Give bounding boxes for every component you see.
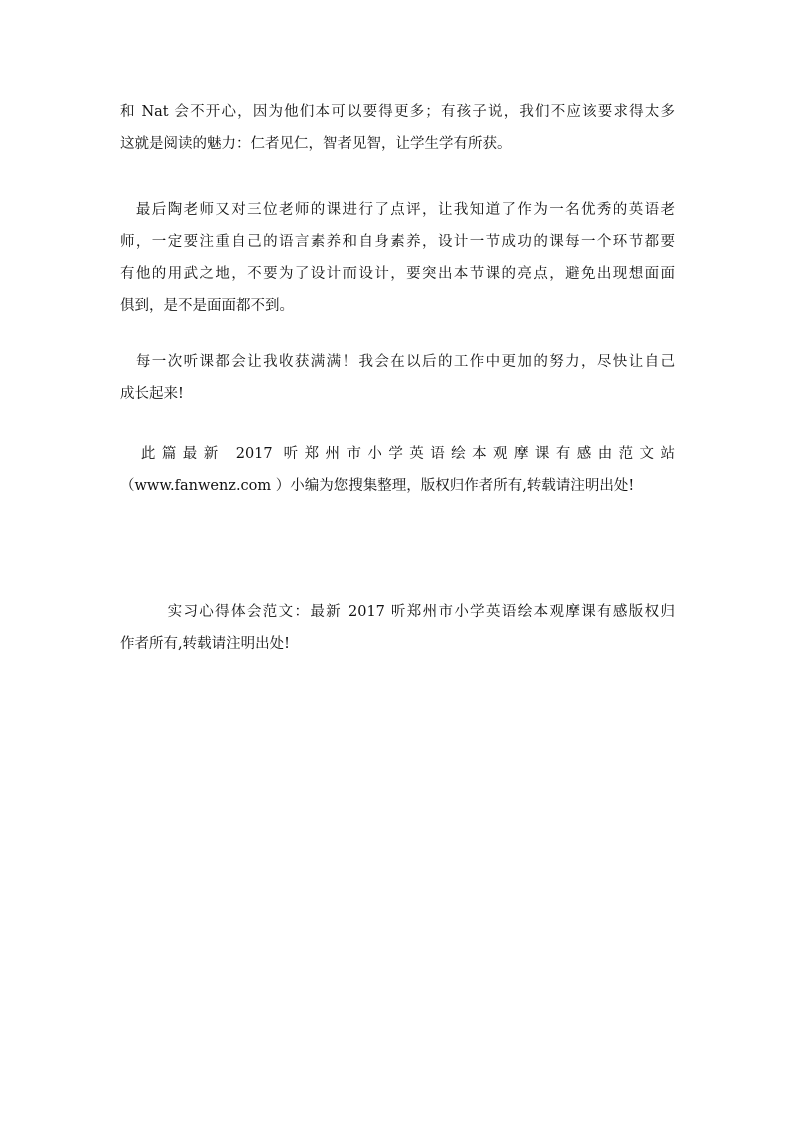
text-line: 作者所有,转载请注明出处! (120, 636, 290, 652)
text-line: 成长起来! (120, 386, 184, 402)
text-line: 有他的用武之地，不要为了设计而设计，要突出本节课的亮点，避免出现想面面 (120, 266, 675, 282)
paragraph-reading-charm (120, 96, 675, 160)
text-line: 师，一定要注重自己的语言素养和自身素养，设计一节成功的课每一个环节都要 (120, 234, 675, 250)
text-line: 这就是阅读的魅力：仁者见仁，智者见智，让学生学有所获。 (120, 136, 512, 152)
text-line: 每一次听课都会让我收获满满！我会在以后的工作中更加的努力，尽快让自己 (120, 354, 675, 370)
text-line: （www.fanwenz.com ）小编为您搜集整理，版权归作者所有,转载请注明出处! (120, 478, 635, 494)
text-line: 实习心得体会范文：最新 2017 听郑州市小学英语绘本观摩课有感版权归 (120, 604, 675, 620)
text-line: 和 Nat 会不开心，因为他们本可以要得更多；有孩子说，我们不应该要求得太多 (120, 104, 675, 120)
paragraph-source-notice (120, 438, 675, 502)
text-line: 此篇最新 2017 听郑州市小学英语绘本观摩课有感由范文站 (120, 446, 675, 462)
text-line: 最后陶老师又对三位老师的课进行了点评，让我知道了作为一名优秀的英语老 (120, 202, 675, 218)
paragraph-copyright-footer (120, 596, 675, 660)
paragraph-reflection (120, 346, 675, 410)
paragraph-teacher-review (120, 194, 675, 322)
text-line: 俱到，是不是面面都不到。 (120, 298, 294, 314)
